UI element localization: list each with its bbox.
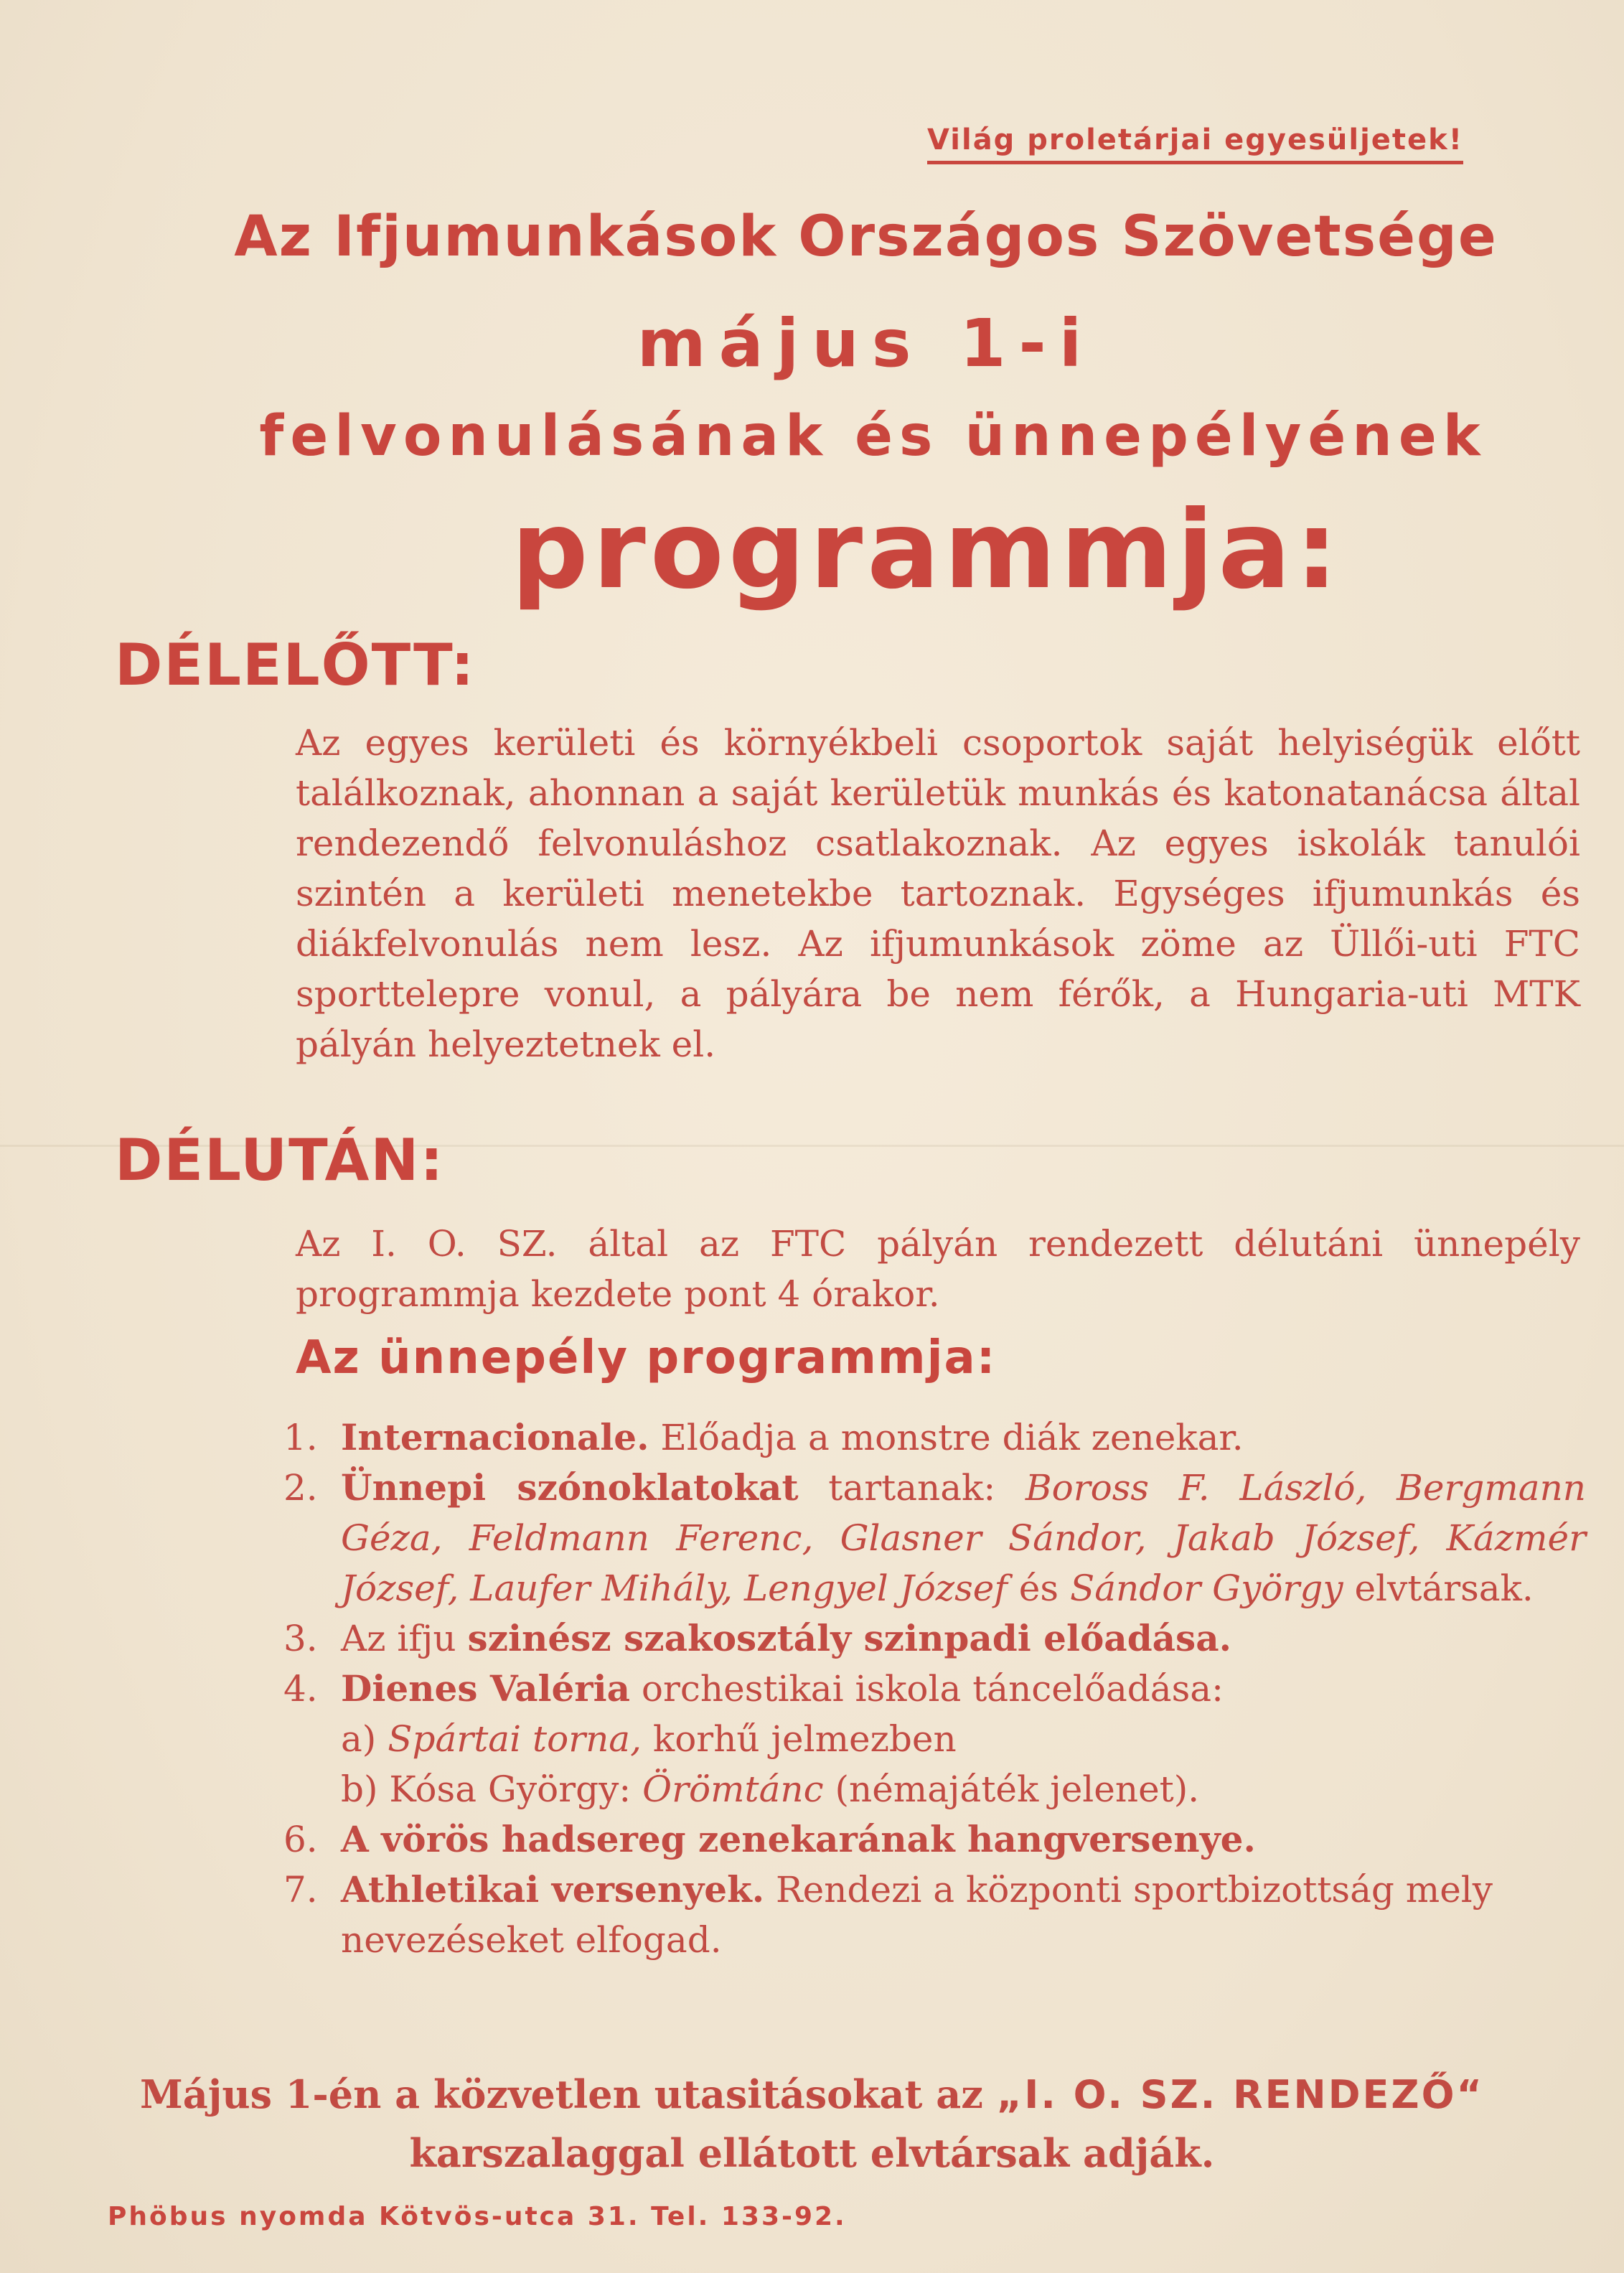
list-item: 3. Az ifju szinész szakosztály szinpadi előadása.	[283, 1617, 1232, 1659]
afternoon-text: Az I. O. SZ. által az FTC pályán rendezett délutáni ünnepély programmja kezdete pont 4 órakor.	[296, 1223, 1580, 1315]
footer-line-2: karszalaggal ellátott elvtársak adják.	[409, 2130, 1215, 2176]
list-subitem: b) Kósa György: Örömtánc (némajáték jelenet).	[341, 1768, 1200, 1810]
list-item: 1. Internacionale. Előadja a monstre diák zenekar.	[283, 1416, 1244, 1458]
morning-heading: DÉLELŐTT:	[115, 632, 476, 698]
list-item: 7. Athletikai versenyek. Rendezi a központi sportbizottság mely nevezéseket elfogad.	[283, 1868, 1493, 1961]
list-subitem: a) Spártai torna, korhű jelmezben	[341, 1718, 957, 1760]
list-item: 6. A vörös hadsereg zenekarának hangversenye.	[283, 1818, 1256, 1860]
list-item: 2. Ünnepi szónoklatokat tartanak: Boross F. László, Bergmann Géza, Feldmann Ferenc, Glasner Sándor, Jakab József, Kázmér József, Laufer Mihály, Lengyel József és Sándor György elvtársak.	[283, 1466, 1586, 1609]
title-line-1: Az Ifjumunkások Országos Szövetsége	[234, 205, 1498, 269]
program-list	[283, 1412, 1586, 1965]
afternoon-heading: DÉLUTÁN:	[115, 1127, 445, 1194]
footer-line-1: Május 1-én a közvetlen utasitásokat az „I. O. SZ. RENDEZŐ“	[140, 2071, 1484, 2117]
title-line-2: május 1-i	[637, 305, 1095, 382]
morning-text: Az egyes kerületi és környékbeli csoportok saját helyiségük előtt találkoznak, ahonnan a saját kerületük munkás és katonatanácsa által rendezendő felvonuláshoz csatlakoznak. Az egyes iskolák tanulói szintén a kerületi menetekbe tartoznak. Egységes ifjumunkás és diákfelvonulás nem lesz. Az ifjumunkások zöme az Üllői-uti FTC sporttelepre vonul, a pályára be nem férők, a Hungaria-uti MTK pályán helyeztetnek el.	[296, 722, 1580, 1065]
title-line-3: felvonulásának és ünnepélyének	[259, 404, 1487, 469]
title-line-4: programmja:	[511, 488, 1343, 613]
program-heading: Az ünnepély programmja:	[296, 1331, 997, 1384]
list-item: 4. Dienes Valéria orchestikai iskola táncelőadása:	[283, 1667, 1224, 1710]
printer-imprint: Phöbus nyomda Kötvös-utca 31. Tel. 133-92.	[108, 2202, 847, 2231]
slogan: Világ proletárjai egyesüljetek!	[927, 123, 1463, 164]
